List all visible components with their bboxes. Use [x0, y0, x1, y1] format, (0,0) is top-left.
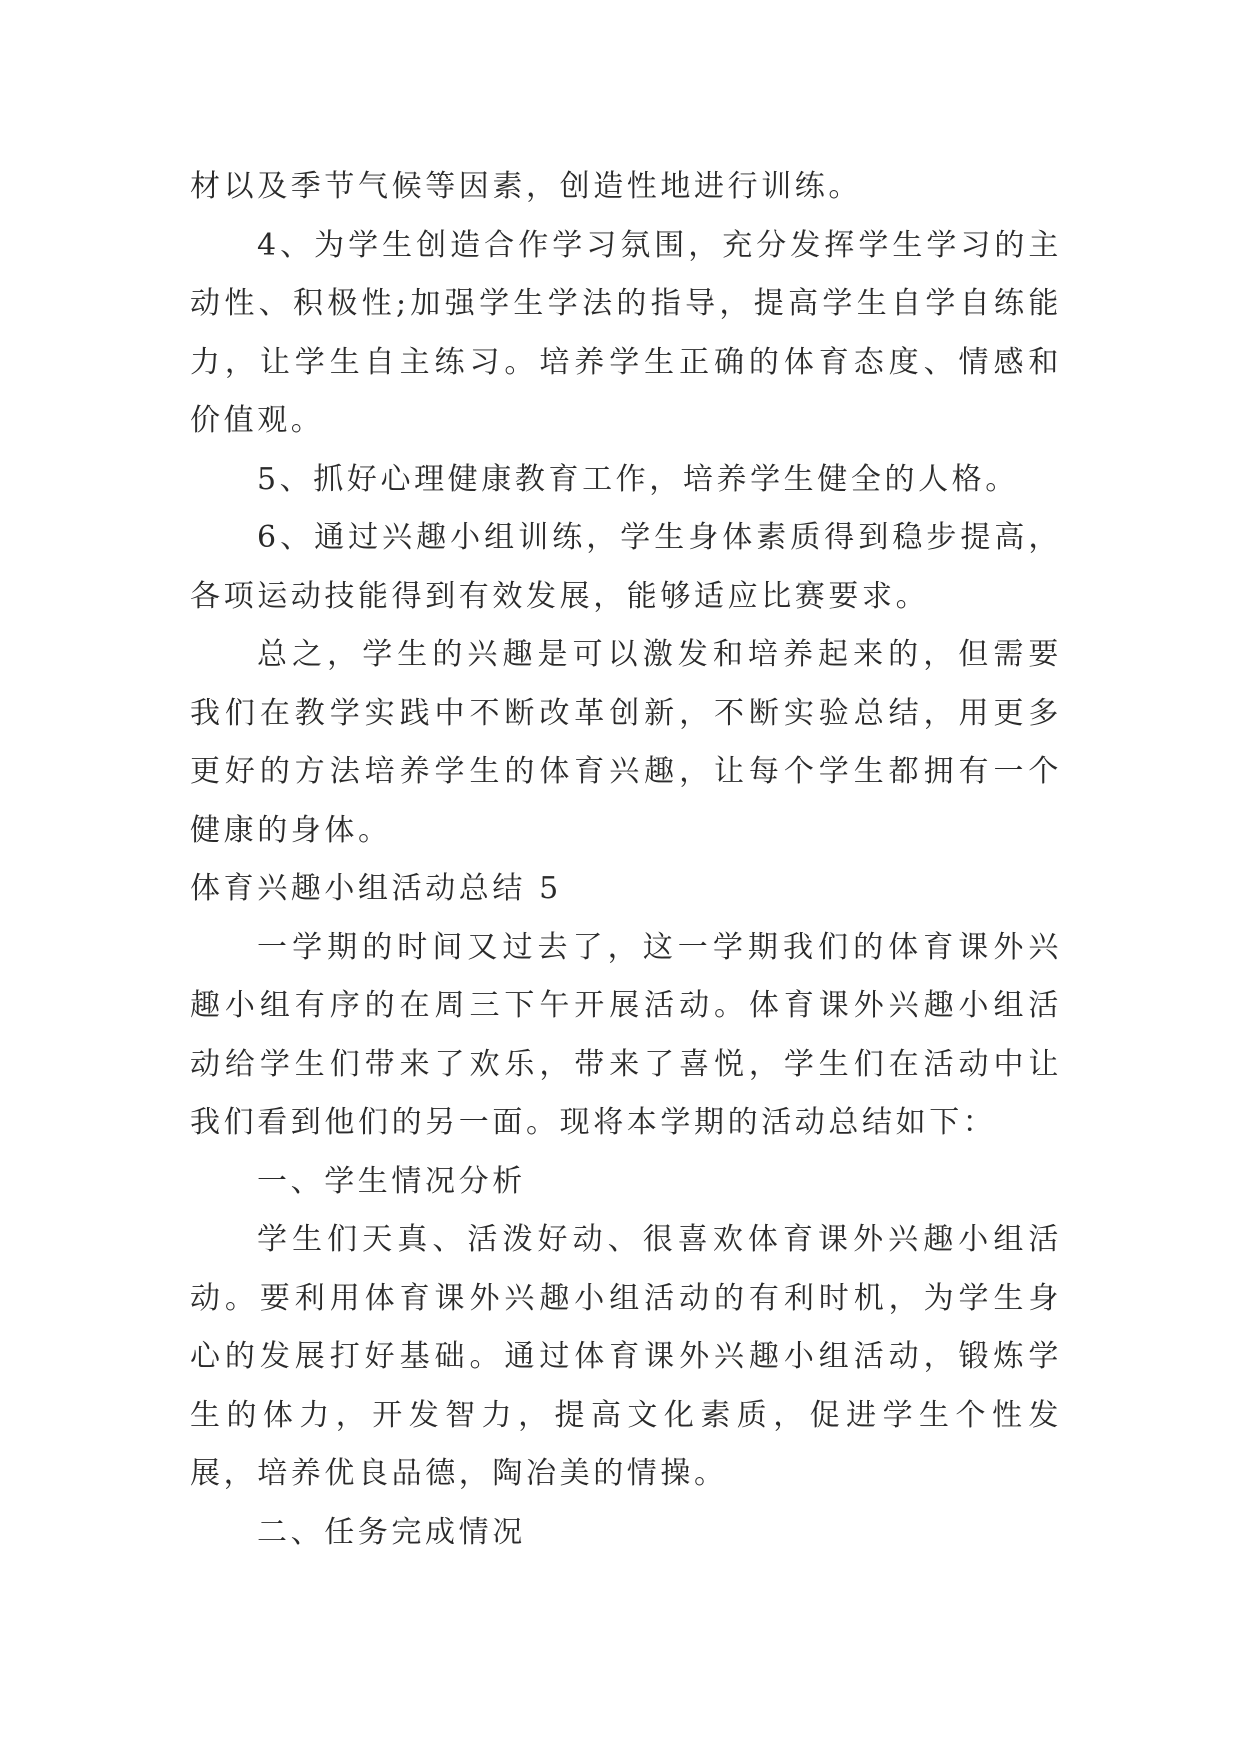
section-title: 体育兴趣小组活动总结 5 [190, 871, 562, 906]
paragraph-intro: 一学期的时间又过去了，这一学期我们的体育课外兴趣小组有序的在周三下午开展活动。体育课外兴趣小组活动给学生们带来了欢乐，带来了喜悦，学生们在活动中让我们看到他们的另一面。现将本学期的活动总结如下： [190, 929, 1062, 1140]
paragraph-conclusion: 总之，学生的兴趣是可以激发和培养起来的，但需要我们在教学实践中不断改革创新，不断实验总结，用更多更好的方法培养学生的体育兴趣，让每个学生都拥有一个健康的身体。 [190, 637, 1062, 848]
paragraph-student-analysis: 学生们天真、活泼好动、很喜欢体育课外兴趣小组活动。要利用体育课外兴趣小组活动的有利时机，为学生身心的发展打好基础。通过体育课外兴趣小组活动，锻炼学生的体力，开发智力，提高文化素质，促进学生个性发展，培养优良品德，陶冶美的情操。 [190, 1222, 1062, 1491]
paragraph-item-4: 4、为学生创造合作学习氛围，充分发挥学生学习的主动性、积极性;加强学生学法的指导，提高学生自学自练能力，让学生自主练习。培养学生正确的体育态度、情感和价值观。 [190, 227, 1062, 438]
paragraph-item-6: 6、通过兴趣小组训练，学生身体素质得到稳步提高，各项运动技能得到有效发展，能够适应比赛要求。 [190, 520, 1062, 614]
paragraph-continuation: 材以及季节气候等因素，创造性地进行训练。 [190, 169, 862, 204]
document-body [190, 158, 1062, 1562]
paragraph-item-5: 5、抓好心理健康教育工作，培养学生健全的人格。 [257, 461, 1019, 497]
subheading-task-completion: 二、任务完成情况 [257, 1514, 526, 1550]
subheading-student-analysis: 一、学生情况分析 [257, 1163, 526, 1199]
